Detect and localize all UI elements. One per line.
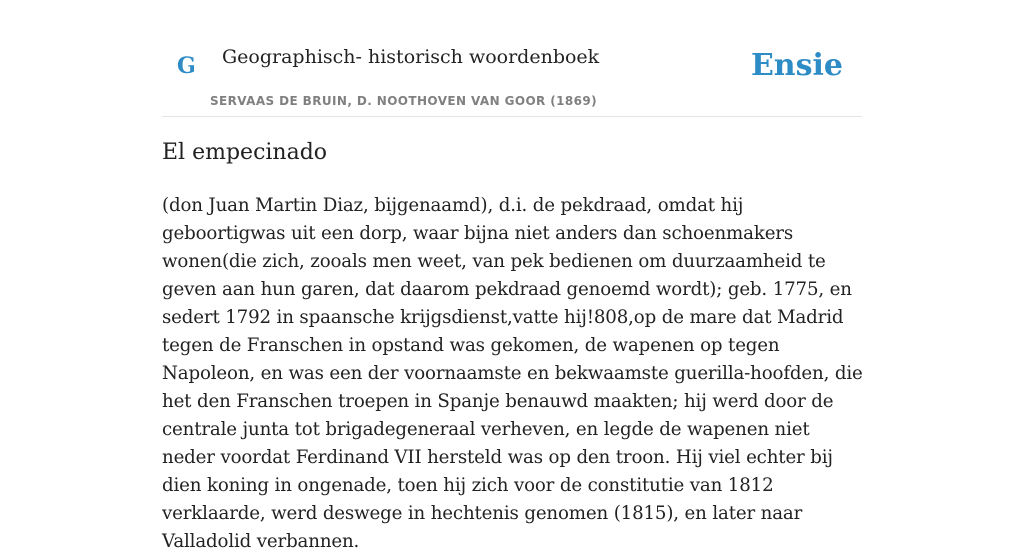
book-initial-icon: G (177, 53, 196, 79)
ensie-logo[interactable]: Ensie (750, 48, 843, 83)
entry-body: (don Juan Martin Diaz, bijgenaamd), d.i. de pekdraad, omdat hij geboortigwas uit een dorp, waar bijna niet anders dan schoenmakers wonen(die zich, zooals men weet, van pek bedienen om duurzaamheid te geven aan hun garen, dat daarom pekdraad genoemd wordt); geb. 1775, en sedert 1792 in spaansche krijgsdienst,vatte hij!808,op de mare dat Madrid tegen de Franschen in opstand was gekomen, de wapenen op tegen Napoleon, en was een der voornaamste en bekwaamste guerilla-hoofden, die het den Franschen troepen in Spanje benauwd maakten; hij werd door de centrale junta tot brigadegeneraal verheven, en legde de wapenen niet neder voordat Ferdinand VII hersteld was op den troon. Hij viel echter bij dien koning in ongenade, toen hij zich voor de constitutie van 1812 verklaarde, werd deswege in hechtenis genomen (1815), en later naar Valladolid verbannen. (162, 195, 863, 552)
source-header (162, 0, 862, 117)
book-title[interactable]: Geographisch- historisch woordenboek (222, 46, 600, 68)
entry-title: El empecinado (162, 140, 328, 165)
book-author: SERVAAS DE BRUIN, D. NOOTHOVEN VAN GOOR (1869) (210, 94, 598, 108)
